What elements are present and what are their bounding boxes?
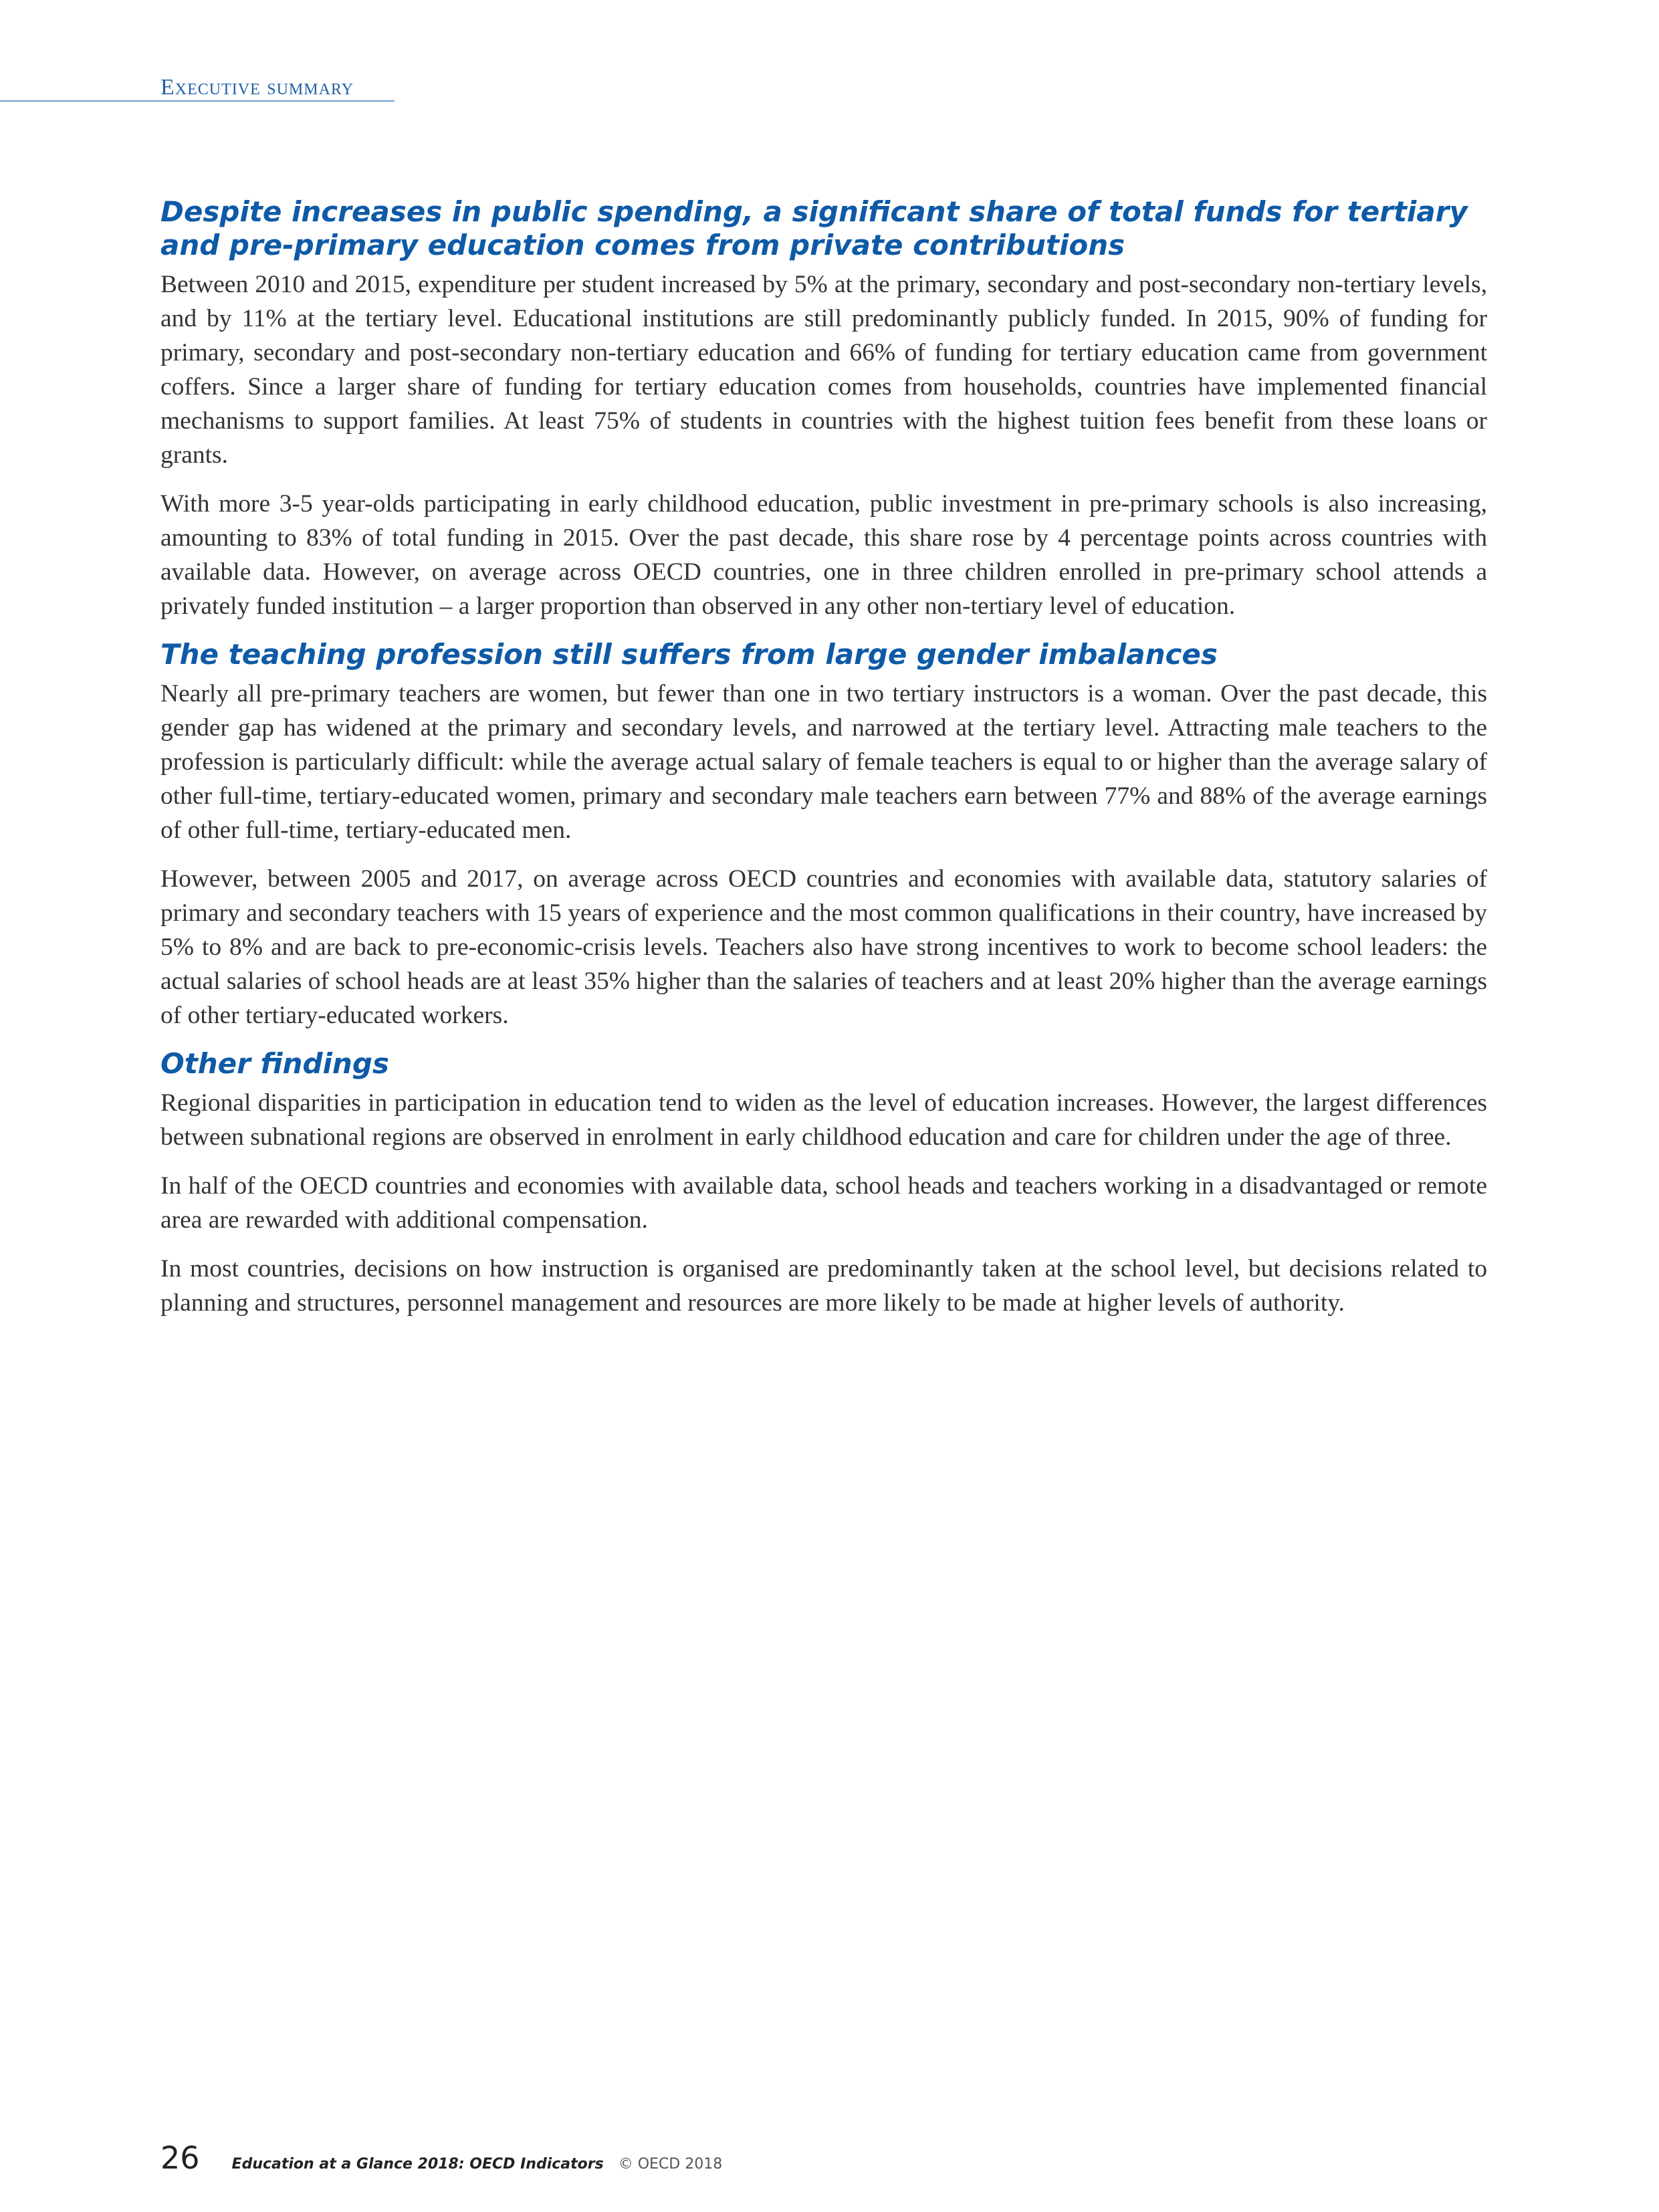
section-heading-other-findings: Other findings <box>160 1047 389 1080</box>
publication-title: Education at a Glance 2018: OECD Indicators <box>231 2156 604 2173</box>
page-body <box>160 195 1487 1335</box>
running-header: Executive summary <box>160 75 354 100</box>
paragraph: With more 3-5 year-olds participating in early childhood education, public investment in pre-primary schools is also increasing, amounting to 83% of total funding in 2015. Over the past decade, this share rose by 4 percentage points across countries with available data. However, on average across OECD countries, one in three children enrolled in pre-primary school attends a privately funded institution – a larger proportion than observed in any other non-tertiary level of education. <box>160 490 1487 620</box>
header-rule <box>0 100 395 102</box>
copyright: © OECD 2018 <box>618 2156 723 2173</box>
section-heading-funding: Despite increases in public spending, a significant share of total funds for tertiary and pre-primary education comes from private contributions <box>160 195 1468 261</box>
paragraph: In half of the OECD countries and economies with available data, school heads and teachers working in a disadvantaged or remote area are rewarded with additional compensation. <box>160 1172 1487 1234</box>
paragraph: Between 2010 and 2015, expenditure per student increased by 5% at the primary, secondary and post-secondary non-tertiary levels, and by 11% at the tertiary level. Educational institutions are still predominantly publicly funded. In 2015, 90% of funding for primary, secondary and post-secondary non-tertiary education and 66% of funding for tertiary education came from government coffers. Since a larger share of funding for tertiary education comes from households, countries have implemented financial mechanisms to support families. At least 75% of students in countries with the highest tuition fees benefit from these loans or grants. <box>160 271 1487 469</box>
page-number: 26 <box>160 2140 200 2176</box>
paragraph: In most countries, decisions on how instruction is organised are predominantly taken at the school level, but decisions related to planning and structures, personnel management and resources are more likely to be made at higher levels of authority. <box>160 1255 1487 1317</box>
section-heading-gender: The teaching profession still suffers from large gender imbalances <box>160 638 1218 671</box>
paragraph: Nearly all pre-primary teachers are women, but fewer than one in two tertiary instructors is a woman. Over the past decade, this gender gap has widened at the primary and secondary levels, and narrowed at the tertiary level. Attracting male teachers to the profession is particularly difficult: while the average actual salary of female teachers is equal to or higher than the average salary of other full-time, tertiary-educated women, primary and secondary male teachers earn between 77% and 88% of the average earnings of other full-time, tertiary-educated men. <box>160 680 1487 844</box>
paragraph: Regional disparities in participation in education tend to widen as the level of education increases. However, the largest differences between subnational regions are observed in enrolment in early childhood education and care for children under the age of three. <box>160 1089 1487 1151</box>
paragraph: However, between 2005 and 2017, on average across OECD countries and economies with available data, statutory salaries of primary and secondary teachers with 15 years of experience and the most common qualifications in their country, have increased by 5% to 8% and are back to pre-economic-crisis levels. Teachers also have strong incentives to work to become school leaders: the actual salaries of school heads are at least 35% higher than the salaries of teachers and at least 20% higher than the average earnings of other tertiary-educated workers. <box>160 865 1487 1029</box>
page-footer <box>160 2140 722 2176</box>
